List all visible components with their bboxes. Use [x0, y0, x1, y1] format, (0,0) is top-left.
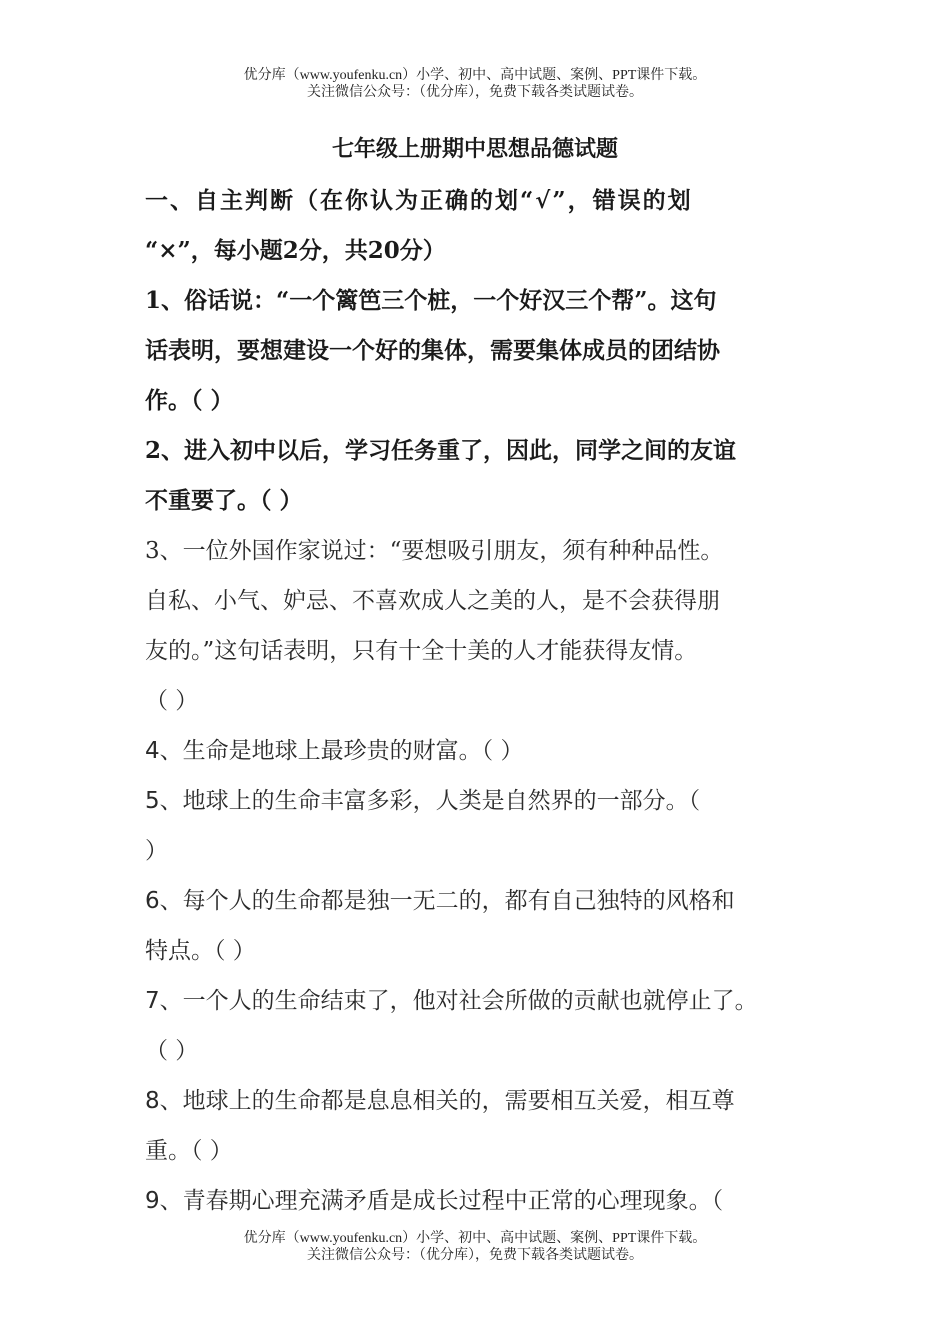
page-header	[0, 67, 950, 101]
footer-line-2: 关注微信公众号：（优分库），免费下载各类试题试卷。	[307, 1248, 643, 1263]
question-8-line-2: 重。（ ）	[145, 1138, 233, 1164]
question-9-line-1: 9、青春期心理充满矛盾是成长过程中正常的心理现象。（	[145, 1188, 724, 1214]
question-2	[145, 426, 820, 526]
question-2-line-2: 不重要了。（ ）	[145, 487, 303, 514]
question-8	[145, 1076, 820, 1176]
question-2-line-1: 2、进入初中以后，学习任务重了，因此，同学之间的友谊	[145, 437, 737, 464]
question-6-line-2: 特点。（ ）	[145, 938, 256, 964]
question-3-line-3: 友的。”这句话表明，只有十全十美的人才能获得友情。	[145, 638, 698, 664]
question-8-line-1: 8、地球上的生命都是息息相关的，需要相互关爱，相互尊	[145, 1088, 735, 1114]
header-line-2: 关注微信公众号：（优分库），免费下载各类试题试卷。	[307, 85, 643, 100]
page-title: 七年级上册期中思想品德试题	[331, 136, 618, 162]
question-1-line-1: 1、俗话说：“一个篱笆三个桩，一个好汉三个帮”。这句	[145, 287, 717, 314]
question-7-line-2: （ ）	[145, 1038, 199, 1064]
question-7-line-1: 7、一个人的生命结束了，他对社会所做的贡献也就停止了。	[145, 988, 758, 1014]
question-9	[145, 1176, 820, 1226]
question-7	[145, 976, 820, 1076]
question-3-line-4: （ ）	[145, 688, 199, 714]
question-4-line-1: 4、生命是地球上最珍贵的财富。（ ）	[145, 738, 524, 764]
exam-content	[145, 176, 820, 1226]
section-heading-line-2: “×”，每小题2分，共20分）	[145, 237, 446, 264]
page-footer	[0, 1230, 950, 1264]
question-3	[145, 526, 820, 726]
question-4	[145, 726, 820, 776]
section-heading	[145, 176, 820, 276]
question-1-line-2: 话表明，要想建设一个好的集体，需要集体成员的团结协	[145, 337, 720, 364]
question-5-line-2: ）	[145, 838, 168, 864]
question-1-line-3: 作。（ ）	[145, 387, 234, 414]
question-6-line-1: 6、每个人的生命都是独一无二的，都有自己独特的风格和	[145, 888, 735, 914]
question-3-line-2: 自私、小气、妒忌、不喜欢成人之美的人，是不会获得朋	[145, 588, 720, 614]
header-line-1: 优分库（www.youfenku.cn）小学、初中、高中试题、案例、PPT课件下载。	[243, 68, 707, 83]
question-6	[145, 876, 820, 976]
question-3-line-1: 3、一位外国作家说过：“要想吸引朋友，须有种种品性。	[145, 538, 724, 564]
question-5	[145, 776, 820, 876]
footer-line-1: 优分库（www.youfenku.cn）小学、初中、高中试题、案例、PPT课件下载。	[243, 1231, 707, 1246]
question-5-line-1: 5、地球上的生命丰富多彩，人类是自然界的一部分。（	[145, 788, 701, 814]
section-heading-line-1: 一、自主判断（在你认为正确的划“√”，错误的划	[145, 187, 693, 214]
question-1	[145, 276, 820, 426]
